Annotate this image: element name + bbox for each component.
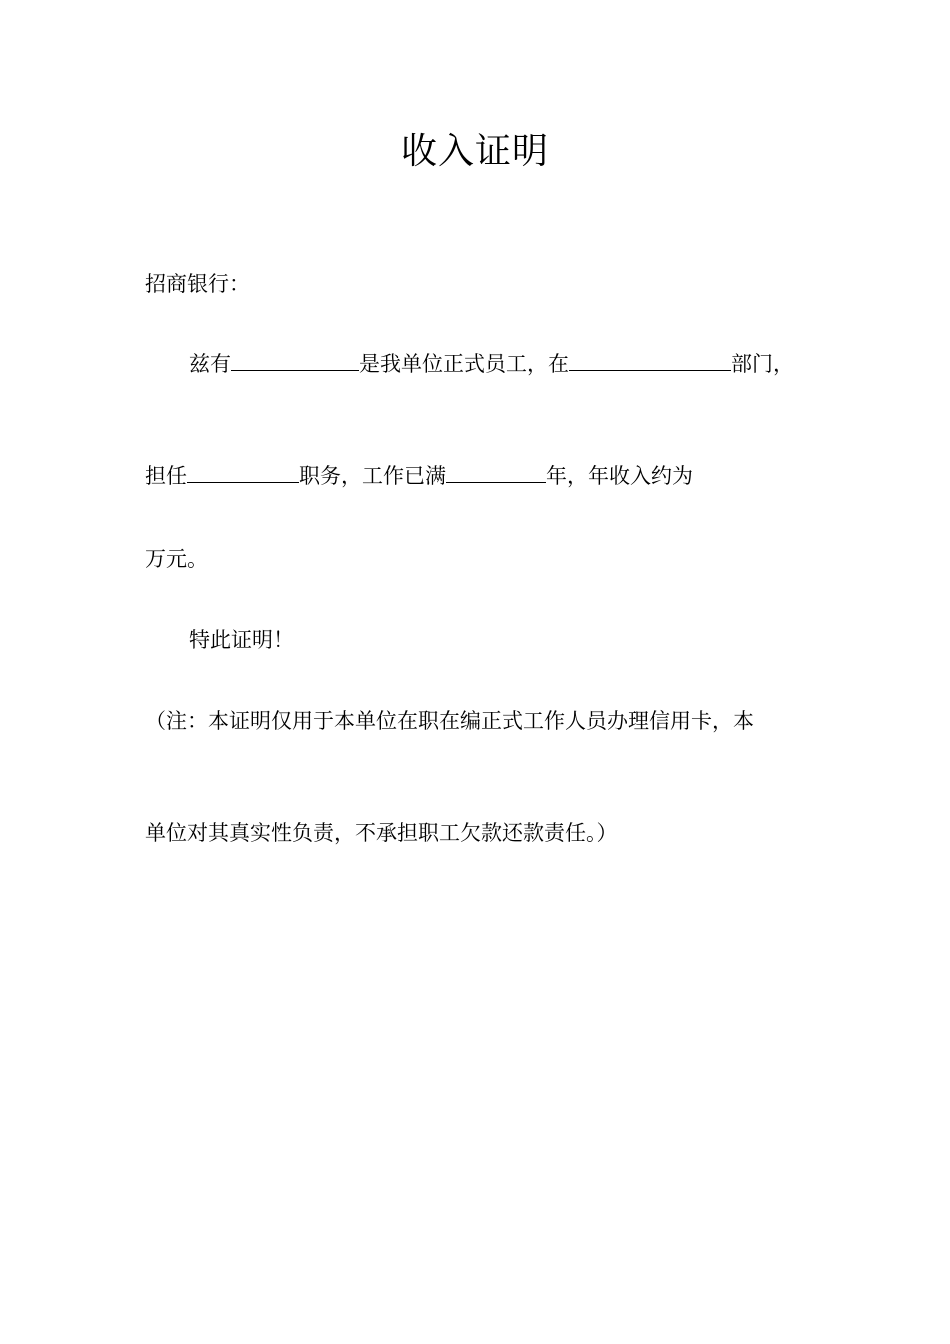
paragraph-line-1 [189,350,794,378]
text-segment: 年，年收入约为 [546,464,693,488]
text-segment: 担任 [145,464,187,488]
text-segment: 职务，工作已满 [299,464,446,488]
name-blank [231,350,359,371]
text-segment: 是我单位正式员工，在 [359,352,569,376]
position-blank [187,462,299,483]
note-line-2: 单位对其真实性负责，不承担职工欠款还款责任。） [145,821,618,845]
paragraph-line-3: 万元。 [145,547,208,571]
text-segment: 兹有 [189,352,231,376]
paragraph-line-2 [145,462,693,490]
text-segment: 部门， [731,352,794,376]
addressee: 招商银行： [145,272,250,296]
note-line-1: （注：本证明仅用于本单位在职在编正式工作人员办理信用卡，本 [145,709,754,733]
years-blank [446,462,546,483]
department-blank [569,350,731,371]
document-title: 收入证明 [400,131,549,172]
certify-statement: 特此证明！ [189,628,294,652]
